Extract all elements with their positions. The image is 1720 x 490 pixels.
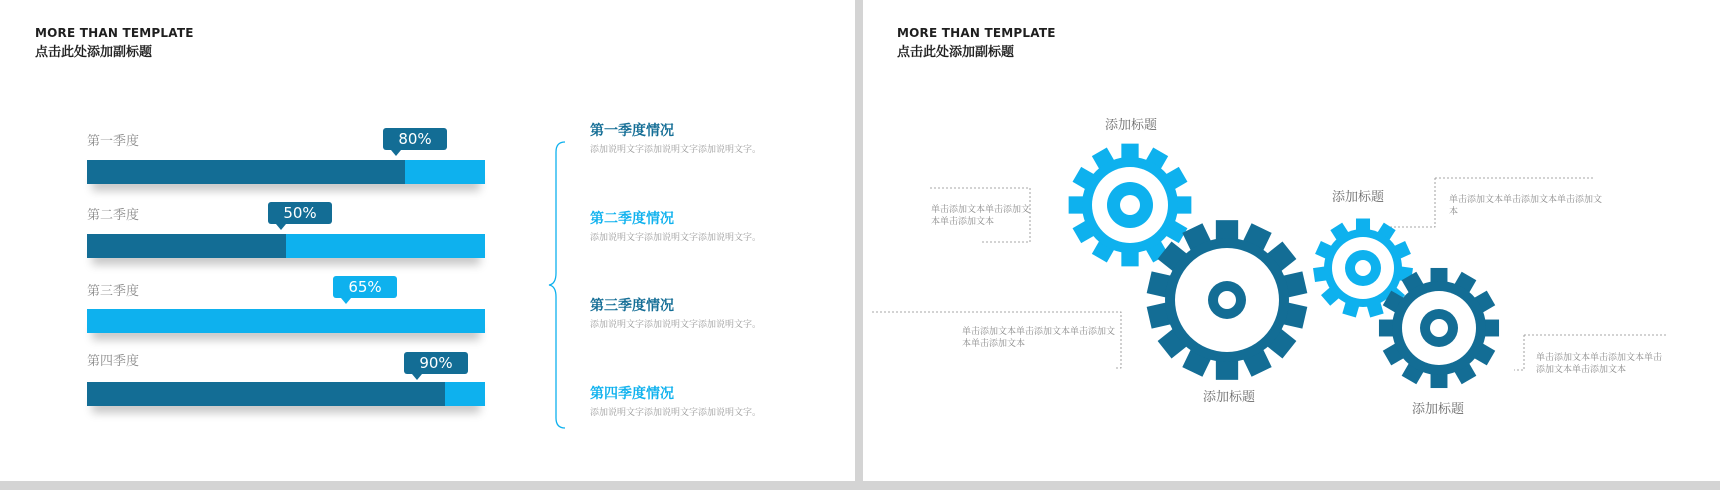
- gear-note-4: 单击添加文本单击添加文本单击添加文本单击添加文本: [1536, 353, 1663, 375]
- slide-subtitle: 点击此处添加副标题: [35, 45, 153, 60]
- gear-note-3: 单击添加文本单击添加文本单击添加文本单击添加文本: [962, 327, 1116, 349]
- quarter-label-q2: 第二季度: [87, 208, 140, 223]
- info-title-q1: 第一季度情况: [590, 123, 674, 139]
- connector-right-top: [1382, 178, 1435, 227]
- percent-callout-q4: 90%: [404, 352, 468, 374]
- gear-label-3: 添加标题: [1203, 390, 1256, 405]
- percent-callout-q1: 80%: [383, 128, 447, 150]
- curly-brace: [545, 140, 575, 430]
- gear-note-2: 单击添加文本单击添加文本单击添加文本: [1449, 195, 1603, 217]
- quarter-label-q3: 第三季度: [87, 284, 140, 299]
- gear-label-4: 添加标题: [1412, 402, 1465, 417]
- gear-3: [1147, 220, 1308, 380]
- gear-hole: [1355, 260, 1371, 276]
- progress-fill-q2: [87, 234, 286, 258]
- gear-tooth: [1216, 220, 1238, 240]
- info-title-q2: 第二季度情况: [590, 211, 674, 227]
- progress-fill-q4: [87, 382, 445, 406]
- gear-label-2: 添加标题: [1332, 190, 1385, 205]
- info-title-q3: 第三季度情况: [590, 298, 674, 314]
- gear-tooth: [1121, 251, 1138, 266]
- gear-tooth: [1431, 268, 1448, 283]
- progress-bar-q4: [87, 382, 485, 406]
- gears-group: [1069, 144, 1499, 388]
- gear-note-1: 单击添加文本单击添加文本单击添加文本: [931, 205, 1031, 227]
- gear-label-1: 添加标题: [1105, 118, 1158, 133]
- info-title-q4: 第四季度情况: [590, 386, 674, 402]
- slide-right: [863, 0, 1720, 481]
- info-desc-q3: 添加说明文字添加说明文字添加说明文字。: [590, 320, 762, 330]
- slide-left: [0, 0, 855, 481]
- percent-callout-q2: 50%: [268, 202, 332, 224]
- quarter-label-q4: 第四季度: [87, 354, 140, 369]
- progress-fill-q1: [87, 160, 405, 184]
- info-desc-q4: 添加说明文字添加说明文字添加说明文字。: [590, 408, 762, 418]
- progress-bar-q2: [87, 234, 485, 258]
- progress-bar-q1: [87, 160, 485, 184]
- info-desc-q2: 添加说明文字添加说明文字添加说明文字。: [590, 233, 762, 243]
- gear-tooth: [1176, 196, 1191, 213]
- quarter-label-q1: 第一季度: [87, 134, 140, 149]
- gear-tooth: [1379, 320, 1394, 337]
- slide-subtitle: 点击此处添加副标题: [897, 45, 1015, 60]
- connector-right-bottom-drop: [1514, 335, 1524, 370]
- slide-title: MORE THAN TEMPLATE: [35, 26, 194, 40]
- gear-tooth: [1121, 144, 1138, 159]
- progress-bar-q3: [87, 309, 485, 333]
- gear-hole: [1430, 319, 1448, 337]
- gear-hole: [1120, 195, 1140, 215]
- gear-tooth: [1069, 196, 1084, 213]
- gear-diagram: [863, 0, 1720, 481]
- percent-callout-q3: 65%: [333, 276, 397, 298]
- gear-tooth: [1431, 373, 1448, 388]
- gear-hole: [1218, 291, 1236, 309]
- progress-fill-q3: [87, 309, 346, 333]
- slide-title: MORE THAN TEMPLATE: [897, 26, 1056, 40]
- info-desc-q1: 添加说明文字添加说明文字添加说明文字。: [590, 145, 762, 155]
- gear-tooth: [1484, 320, 1499, 337]
- gear-tooth: [1216, 360, 1238, 380]
